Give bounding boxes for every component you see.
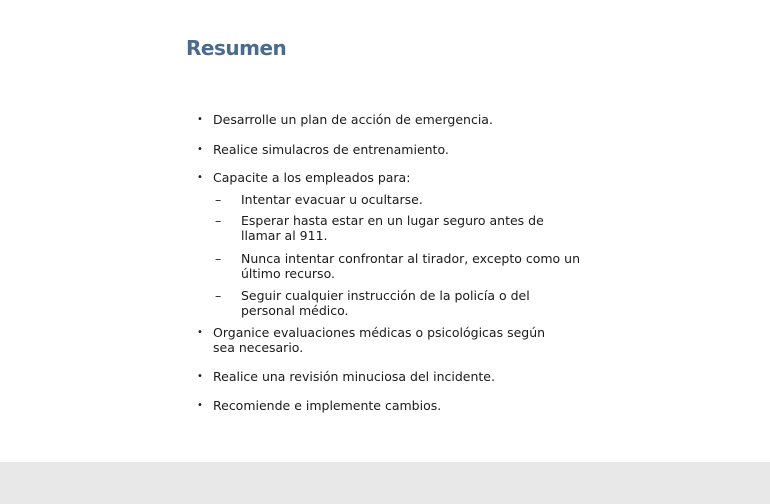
sub-list-item: Seguir cualquier instrucción de la policía o del personal médico. [241,288,530,318]
bullet-marker: • [197,114,203,125]
sub-list-item: Esperar hasta estar en un lugar seguro antes de llamar al 911. [241,213,544,243]
list-item: Capacite a los empleados para: [213,170,411,185]
sub-bullet-marker: – [215,192,222,207]
list-item: Organice evaluaciones médicas o psicológicas según sea necesario. [213,325,546,355]
list-item: Recomiende e implemente cambios. [213,398,442,413]
sub-bullet-marker: – [215,288,222,303]
list-item: Desarrolle un plan de acción de emergencia. [213,112,493,127]
bullet-marker: • [197,400,203,411]
sub-bullet-marker: – [215,213,222,228]
slide-title: Resumen [186,36,287,60]
bullet-marker: • [197,371,203,382]
bullet-marker: • [197,327,203,338]
sub-list-item: Nunca intentar confrontar al tirador, excepto como un último recurso. [241,251,581,281]
list-item: Realice simulacros de entrenamiento. [213,142,449,157]
footer-bar [0,462,770,504]
sub-bullet-marker: – [215,251,222,266]
bullet-marker: • [197,172,203,183]
list-item: Realice una revisión minuciosa del incidente. [213,369,495,384]
bullet-marker: • [197,144,203,155]
sub-list-item: Intentar evacuar u ocultarse. [241,192,423,207]
